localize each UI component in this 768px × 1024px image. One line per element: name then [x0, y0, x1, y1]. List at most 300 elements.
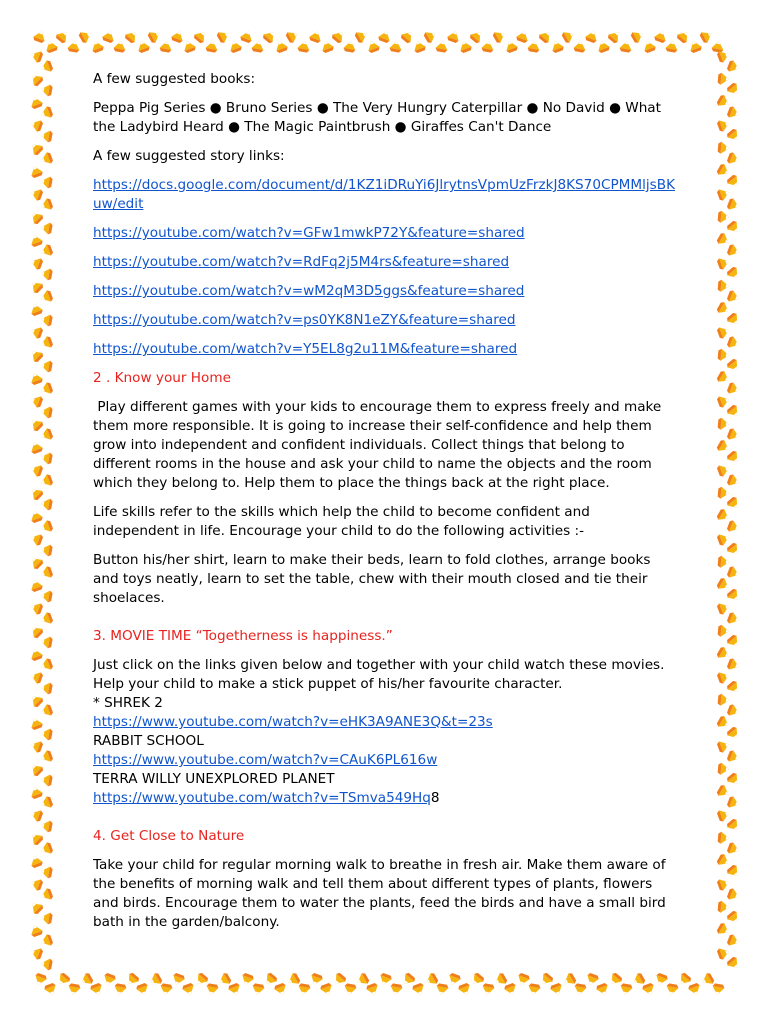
candy-corn-icon — [262, 972, 278, 988]
candy-corn-icon — [273, 982, 288, 996]
candy-corn-icon — [726, 128, 742, 144]
candy-corn-icon — [717, 72, 729, 85]
candy-corn-icon — [493, 972, 509, 988]
candy-corn-icon — [29, 233, 44, 247]
candy-corn-icon — [726, 358, 742, 374]
candy-corn-icon — [29, 854, 44, 868]
candy-corn-icon — [726, 335, 740, 350]
candy-corn-icon — [726, 542, 742, 558]
candy-corn-icon — [40, 957, 53, 971]
candy-corn-icon — [665, 983, 679, 996]
candy-corn-icon — [205, 983, 219, 996]
candy-corn-icon — [389, 40, 403, 53]
candy-corn-icon — [726, 519, 740, 534]
books-list: Peppa Pig Series ● Bruno Series ● The Very Hungry Caterpillar ● No David ● What the Ladybird Heard ● The Magic Paintbrush ● Giraffes Can't Dance — [93, 100, 661, 135]
candy-corn-icon — [28, 140, 44, 156]
movie-title-1: * SHREK 2 — [93, 695, 163, 711]
candy-corn-icon — [596, 39, 611, 53]
section-4-para: Take your child for regular morning walk to breathe in fresh air. Make them aware of the benefits of morning walk and tell them about different types of plants, flowers and birds. Encourage them to water the plants, feed the birds and have a small bird bath in the garden/balcony. — [93, 857, 666, 930]
candy-corn-icon — [726, 703, 740, 718]
candy-corn-icon — [39, 427, 53, 442]
candy-corn-icon — [181, 982, 196, 996]
candy-corn-icon — [29, 601, 43, 616]
candy-corn-icon — [365, 982, 380, 996]
candy-corn-icon — [40, 819, 53, 833]
candy-corn-icon — [29, 578, 44, 592]
candy-corn-icon — [726, 887, 740, 902]
candy-corn-icon — [446, 29, 461, 43]
candy-corn-icon — [717, 486, 729, 499]
candy-corn-icon — [40, 313, 53, 327]
candy-corn-icon — [726, 220, 742, 236]
candy-corn-icon — [726, 933, 740, 948]
candy-corn-icon — [29, 946, 43, 961]
candy-corn-icon — [716, 739, 730, 754]
candy-corn-icon — [343, 983, 357, 996]
candy-corn-icon — [716, 187, 730, 202]
candy-corn-icon — [716, 394, 730, 409]
candy-corn-icon — [90, 39, 105, 53]
candy-corn-icon — [29, 49, 43, 64]
candy-corn-icon — [28, 347, 44, 363]
candy-corn-icon — [726, 657, 740, 672]
candy-corn-icon — [447, 972, 462, 986]
candy-corn-icon — [676, 28, 692, 44]
candy-corn-icon — [217, 972, 233, 988]
candy-corn-icon — [355, 972, 371, 988]
candy-corn-icon — [67, 983, 81, 996]
candy-corn-icon — [28, 692, 44, 708]
candy-corn-icon — [29, 785, 44, 799]
candy-corn-icon — [726, 818, 742, 834]
candy-corn-icon — [716, 508, 732, 524]
candy-corn-icon — [28, 623, 44, 639]
candy-corn-icon — [44, 39, 59, 53]
books-heading: A few suggested books: — [93, 71, 256, 87]
candy-corn-icon — [726, 588, 742, 604]
candy-corn-icon — [435, 40, 449, 53]
candy-corn-icon — [39, 335, 53, 350]
movie-link-1[interactable]: https://www.youtube.com/watch?v=eHK3A9ANE3Q&t=23s — [93, 714, 493, 730]
candy-corn-icon — [641, 982, 656, 996]
candy-corn-icon — [89, 982, 104, 996]
candy-corn-icon — [28, 554, 44, 570]
candy-corn-icon — [726, 795, 740, 810]
candy-corn-icon — [726, 427, 740, 442]
candy-corn-icon — [159, 983, 173, 996]
candy-corn-icon — [726, 243, 740, 258]
candy-corn-icon — [716, 946, 730, 961]
candy-corn-icon — [343, 40, 357, 53]
candy-corn-icon — [113, 983, 127, 996]
candy-corn-icon — [147, 28, 163, 44]
story-link-4[interactable]: https://youtube.com/watch?v=wM2qM3D5ggs&feature=shared — [93, 283, 525, 299]
candy-corn-icon — [716, 853, 732, 869]
candy-corn-icon — [726, 381, 740, 396]
section-2-para-3: Button his/her shirt, learn to make their beds, learn to fold clothes, arrange books and toys neatly, learn to set the table, chew with their mouth closed and tie their shoelaces. — [93, 552, 651, 606]
candy-corn-icon — [726, 151, 740, 166]
candy-corn-icon — [39, 473, 53, 488]
candy-corn-icon — [716, 94, 732, 110]
candy-corn-icon — [228, 39, 243, 53]
candy-corn-icon — [585, 972, 600, 986]
candy-corn-icon — [216, 28, 232, 44]
candy-corn-icon — [562, 972, 578, 988]
candy-corn-icon — [503, 982, 518, 996]
movie-link-2[interactable]: https://www.youtube.com/watch?v=CAuK6PL616w — [93, 752, 438, 768]
candy-corn-icon — [726, 450, 742, 466]
candy-corn-icon — [550, 39, 565, 53]
candy-corn-icon — [320, 39, 335, 53]
candy-corn-icon — [309, 972, 324, 986]
candy-corn-icon — [170, 29, 185, 43]
candy-corn-icon — [573, 40, 587, 53]
candy-corn-icon — [29, 509, 44, 523]
candy-corn-icon — [716, 808, 730, 823]
section-3-heading: 3. MOVIE TIME “Togetherness is happiness.” — [93, 628, 393, 644]
candy-corn-icon — [148, 972, 164, 988]
movie-title-3: TERRA WILLY UNEXPLORED PLANET — [93, 771, 335, 787]
section-2-heading: 2 . Know your Home — [93, 370, 231, 386]
candy-corn-icon — [716, 49, 730, 64]
candy-corn-icon — [39, 381, 53, 396]
candy-corn-icon — [642, 39, 657, 53]
candy-corn-icon — [286, 972, 302, 988]
candy-corn-icon — [561, 28, 577, 44]
candy-corn-icon — [113, 40, 127, 53]
candy-corn-icon — [653, 29, 668, 43]
candy-corn-icon — [136, 39, 151, 53]
candy-corn-icon — [39, 611, 53, 626]
candy-corn-icon — [39, 703, 53, 718]
candy-corn-icon — [28, 830, 44, 846]
candy-corn-icon — [40, 451, 53, 465]
candy-corn-icon — [29, 256, 43, 271]
candy-corn-icon — [717, 555, 729, 568]
candy-corn-icon — [412, 39, 427, 53]
candy-corn-icon — [285, 28, 301, 44]
candy-corn-icon — [29, 118, 43, 133]
candy-corn-icon — [40, 635, 53, 649]
candy-corn-icon — [274, 39, 289, 53]
candy-corn-icon — [378, 972, 393, 986]
candy-corn-icon — [726, 105, 740, 120]
candy-corn-icon — [40, 267, 53, 281]
candy-corn-icon — [423, 28, 439, 44]
candy-corn-icon — [39, 289, 53, 304]
movie-link-3[interactable]: https://www.youtube.com/watch?v=TSmva549Hq — [93, 790, 431, 806]
candy-corn-icon — [377, 29, 392, 43]
movie-link-3-suffix: 8 — [430, 790, 440, 806]
story-link-3[interactable]: https://youtube.com/watch?v=RdFq2j5M4rs&feature=shared — [93, 254, 510, 270]
candy-corn-icon — [726, 312, 742, 328]
candy-corn-icon — [726, 174, 742, 190]
candy-corn-icon — [40, 405, 53, 419]
candy-corn-icon — [39, 59, 53, 74]
candy-corn-icon — [726, 726, 742, 742]
candy-corn-icon — [78, 28, 94, 44]
candy-corn-icon — [716, 784, 732, 800]
candy-corn-icon — [665, 40, 679, 53]
candy-corn-icon — [699, 28, 715, 44]
candy-corn-icon — [481, 40, 495, 53]
candy-corn-icon — [717, 693, 729, 706]
candy-corn-icon — [29, 95, 44, 109]
candy-corn-icon — [39, 151, 53, 166]
candy-corn-icon — [726, 749, 740, 764]
candy-corn-icon — [726, 289, 740, 304]
candy-corn-icon — [239, 29, 254, 43]
candy-corn-icon — [39, 197, 53, 212]
candy-corn-icon — [716, 670, 730, 685]
candy-corn-icon — [688, 39, 703, 53]
candy-corn-icon — [435, 983, 449, 996]
candy-corn-icon — [39, 841, 53, 856]
candy-corn-icon — [726, 841, 740, 856]
candy-corn-icon — [40, 773, 53, 787]
candy-corn-icon — [716, 877, 730, 892]
candy-corn-icon — [40, 359, 53, 373]
candy-corn-icon — [538, 972, 554, 988]
candy-corn-icon — [516, 972, 531, 986]
candy-corn-icon — [55, 972, 71, 988]
candy-corn-icon — [716, 163, 732, 179]
candy-corn-icon — [400, 972, 416, 988]
candy-corn-icon — [28, 485, 44, 501]
candy-corn-icon — [711, 40, 725, 53]
candy-corn-icon — [676, 972, 692, 988]
candy-corn-icon — [716, 715, 732, 731]
candy-corn-icon — [39, 749, 53, 764]
candy-corn-icon — [716, 301, 732, 317]
candy-corn-icon — [29, 164, 44, 178]
candy-corn-icon — [40, 911, 53, 925]
story-link-5[interactable]: https://youtube.com/watch?v=ps0YK8N1eZY&feature=shared — [93, 312, 516, 328]
candy-corn-icon — [726, 496, 742, 512]
candy-corn-icon — [717, 210, 729, 223]
candy-corn-icon — [29, 394, 43, 409]
candy-corn-icon — [716, 577, 732, 593]
candy-corn-icon — [28, 71, 44, 87]
candy-corn-icon — [726, 611, 740, 626]
candy-corn-icon — [40, 497, 53, 511]
candy-corn-icon — [28, 278, 44, 294]
candy-corn-icon — [29, 302, 44, 316]
candy-corn-icon — [717, 900, 729, 913]
candy-corn-icon — [32, 29, 47, 43]
candy-corn-icon — [28, 209, 44, 225]
candy-corn-icon — [717, 348, 729, 361]
candy-corn-icon — [716, 463, 730, 478]
candy-corn-icon — [39, 887, 53, 902]
document-body — [93, 70, 679, 932]
candy-corn-icon — [458, 39, 473, 53]
candy-corn-icon — [39, 795, 53, 810]
candy-corn-icon — [240, 972, 255, 986]
candy-corn-icon — [619, 983, 633, 996]
candy-corn-icon — [717, 417, 729, 430]
candy-corn-icon — [717, 141, 729, 154]
candy-corn-icon — [527, 983, 541, 996]
section-2-para-1: Play different games with your kids to encourage them to express freely and make them more responsible. It is going to increase their self-confidence and help them grow into independent and confident individuals. Collect things that belong to different rooms in the house and ask your child to name the objects and the room which they belong to. Help them to place the things back at the right place. — [93, 399, 666, 491]
candy-corn-icon — [726, 772, 742, 788]
candy-corn-icon — [716, 532, 730, 547]
candy-corn-icon — [354, 28, 370, 44]
candy-corn-icon — [29, 739, 43, 754]
candy-corn-icon — [124, 972, 140, 988]
candy-corn-icon — [717, 624, 729, 637]
candy-corn-icon — [654, 972, 669, 986]
candy-corn-icon — [29, 877, 43, 892]
candy-corn-icon — [182, 39, 197, 53]
candy-corn-icon — [262, 28, 278, 44]
candy-corn-icon — [549, 982, 564, 996]
candy-corn-icon — [717, 279, 729, 292]
candy-corn-icon — [251, 40, 265, 53]
candy-corn-icon — [39, 657, 53, 672]
candy-corn-icon — [40, 221, 53, 235]
candy-corn-icon — [331, 28, 347, 44]
candy-corn-icon — [492, 28, 508, 44]
candy-corn-icon — [726, 404, 742, 420]
candy-corn-icon — [366, 39, 381, 53]
story-link-1[interactable]: https://docs.google.com/document/d/1KZ1iDRuYi6JlrytnsVpmUzFrzkJ8KS70CPMMljsBKuw/edit — [93, 177, 676, 212]
candy-corn-icon — [726, 197, 740, 212]
candy-corn-icon — [726, 956, 742, 972]
candy-corn-icon — [607, 972, 623, 988]
candy-corn-icon — [726, 565, 740, 580]
candy-corn-icon — [726, 680, 742, 696]
candy-corn-icon — [469, 28, 485, 44]
candy-corn-icon — [40, 589, 53, 603]
candy-corn-icon — [29, 440, 44, 454]
candy-corn-icon — [29, 808, 43, 823]
candy-corn-icon — [424, 972, 440, 988]
candy-corn-icon — [251, 983, 265, 996]
candy-corn-icon — [717, 831, 729, 844]
candy-corn-icon — [39, 933, 53, 948]
candy-corn-icon — [726, 473, 740, 488]
candy-corn-icon — [297, 40, 311, 53]
candy-corn-icon — [29, 716, 44, 730]
candy-corn-icon — [595, 982, 610, 996]
candy-corn-icon — [29, 463, 43, 478]
candy-corn-icon — [40, 681, 53, 695]
candy-corn-icon — [726, 82, 742, 98]
candy-corn-icon — [193, 28, 209, 44]
candy-corn-icon — [55, 28, 71, 44]
candy-corn-icon — [726, 634, 742, 650]
candy-corn-icon — [67, 40, 81, 53]
candy-corn-icon — [39, 243, 53, 258]
candy-corn-icon — [515, 29, 530, 43]
candy-corn-icon — [716, 922, 732, 938]
candy-corn-icon — [726, 59, 740, 74]
candy-corn-icon — [39, 519, 53, 534]
candy-corn-icon — [504, 39, 519, 53]
candy-corn-icon — [159, 40, 173, 53]
candy-corn-icon — [538, 28, 554, 44]
candy-corn-icon — [28, 416, 44, 432]
candy-corn-icon — [630, 28, 646, 44]
candy-corn-icon — [40, 543, 53, 557]
candy-corn-icon — [726, 910, 742, 926]
candy-corn-icon — [28, 761, 44, 777]
candy-corn-icon — [319, 982, 334, 996]
candy-corn-icon — [607, 28, 623, 44]
candy-corn-icon — [716, 646, 732, 662]
candy-corn-icon — [29, 325, 43, 340]
candy-corn-icon — [101, 29, 116, 43]
section-4-heading: 4. Get Close to Nature — [93, 828, 245, 844]
story-link-6[interactable]: https://youtube.com/watch?v=Y5EL8g2u11M&feature=shared — [93, 341, 518, 357]
candy-corn-icon — [308, 29, 323, 43]
candy-corn-icon — [29, 532, 43, 547]
candy-corn-icon — [29, 670, 43, 685]
candy-corn-icon — [28, 899, 44, 915]
candy-corn-icon — [457, 982, 472, 996]
candy-corn-icon — [411, 982, 426, 996]
candy-corn-icon — [716, 325, 730, 340]
candy-corn-icon — [39, 105, 53, 120]
candy-corn-icon — [193, 972, 209, 988]
candy-corn-icon — [481, 983, 495, 996]
candy-corn-icon — [716, 232, 732, 248]
candy-corn-icon — [631, 972, 647, 988]
candy-corn-icon — [726, 864, 742, 880]
candy-corn-icon — [171, 972, 186, 986]
candy-corn-icon — [297, 983, 311, 996]
story-link-2[interactable]: https://youtube.com/watch?v=GFw1mwkP72Y&feature=shared — [93, 225, 525, 241]
candy-corn-icon — [389, 983, 403, 996]
candy-corn-icon — [29, 923, 44, 937]
candy-corn-icon — [331, 972, 347, 988]
stories-heading: A few suggested story links: — [93, 148, 285, 164]
candy-corn-icon — [573, 983, 587, 996]
candy-corn-icon — [40, 727, 53, 741]
candy-corn-icon — [39, 565, 53, 580]
candy-corn-icon — [584, 29, 599, 43]
candy-corn-icon — [205, 40, 219, 53]
candy-corn-icon — [40, 865, 53, 879]
candy-corn-icon — [40, 83, 53, 97]
candy-corn-icon — [716, 118, 730, 133]
section-2-para-2: Life skills refer to the skills which help the child to become confident and independent in life. Encourage your child to do the following activities :- — [93, 504, 590, 539]
candy-corn-icon — [33, 972, 48, 986]
candy-corn-icon — [227, 982, 242, 996]
candy-corn-icon — [716, 256, 730, 271]
candy-corn-icon — [40, 175, 53, 189]
candy-corn-icon — [726, 266, 742, 282]
candy-corn-icon — [29, 371, 44, 385]
candy-corn-icon — [619, 40, 633, 53]
candy-corn-icon — [29, 187, 43, 202]
candy-corn-icon — [716, 439, 732, 455]
candy-corn-icon — [711, 983, 725, 996]
candy-corn-icon — [716, 370, 732, 386]
candy-corn-icon — [79, 972, 95, 988]
candy-corn-icon — [717, 762, 729, 775]
candy-corn-icon — [687, 982, 702, 996]
candy-corn-icon — [43, 982, 58, 996]
candy-corn-icon — [135, 982, 150, 996]
candy-corn-icon — [469, 972, 485, 988]
candy-corn-icon — [527, 40, 541, 53]
movie-title-2: RABBIT SCHOOL — [93, 733, 204, 749]
candy-corn-icon — [102, 972, 117, 986]
candy-corn-icon — [700, 972, 716, 988]
candy-corn-icon — [716, 601, 730, 616]
